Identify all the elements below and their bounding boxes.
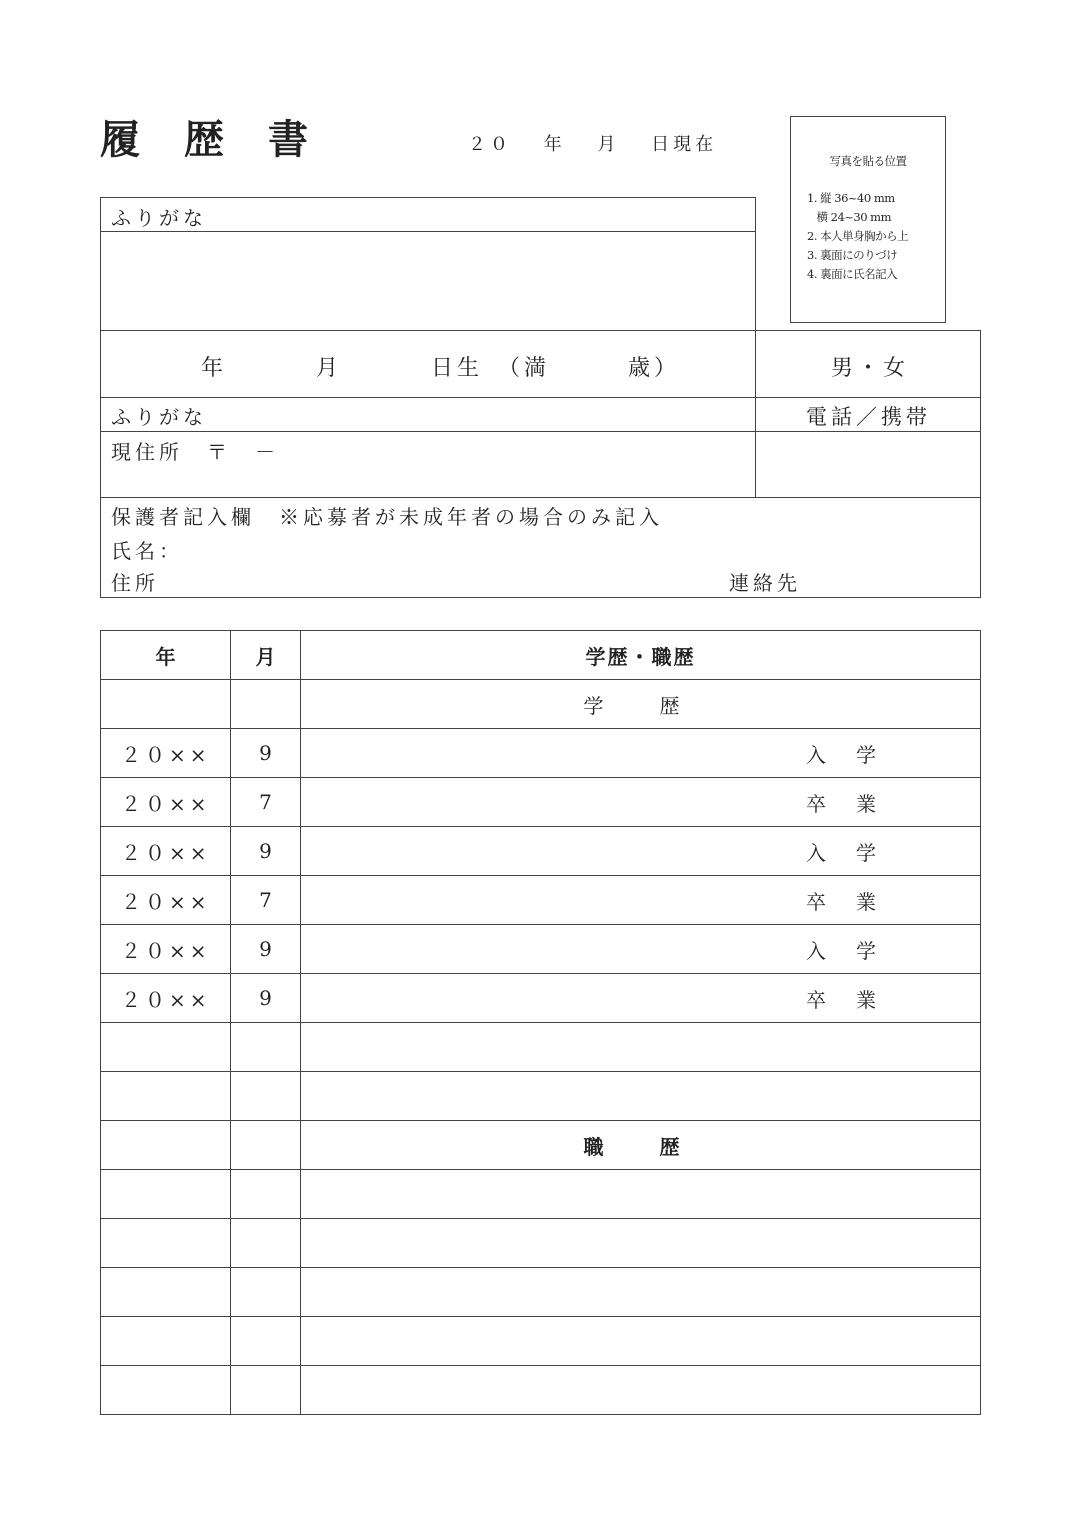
table-row: [101, 1219, 981, 1268]
year-cell[interactable]: [101, 1023, 231, 1072]
month-cell[interactable]: [231, 1023, 301, 1072]
month-cell[interactable]: [231, 1219, 301, 1268]
month-cell[interactable]: [231, 1121, 301, 1170]
year-cell[interactable]: [101, 1219, 231, 1268]
table-row: [101, 1121, 981, 1170]
desc-cell[interactable]: 卒業: [301, 876, 981, 925]
desc-cell[interactable]: 入学: [301, 925, 981, 974]
desc-cell[interactable]: [301, 1023, 981, 1072]
year-cell[interactable]: ２０××: [101, 827, 231, 876]
year-cell[interactable]: [101, 1366, 231, 1415]
photo-line: 3. 裏面にのりづけ: [807, 248, 898, 262]
table-header-row: [101, 631, 981, 680]
month-cell[interactable]: 9: [231, 729, 301, 778]
name-field[interactable]: [100, 231, 756, 331]
work-heading: 職 歴: [301, 1121, 981, 1170]
table-row: [101, 1317, 981, 1366]
phone-field[interactable]: [757, 432, 980, 498]
address-field[interactable]: 現住所 〒 －: [111, 440, 279, 464]
table-row: [101, 1268, 981, 1317]
guardian-address-field[interactable]: 住所: [111, 571, 159, 595]
year-cell[interactable]: [101, 680, 231, 729]
month-cell[interactable]: [231, 680, 301, 729]
gender-field[interactable]: 男・女: [831, 356, 910, 381]
table-row: [101, 1170, 981, 1219]
birth-date-field[interactable]: 年 月 日生 （満 歳）: [201, 356, 680, 381]
month-cell[interactable]: 7: [231, 876, 301, 925]
guardian-section: [100, 497, 981, 598]
birth-row: [100, 330, 981, 398]
furigana-field[interactable]: [100, 197, 756, 232]
header-month: 月: [231, 631, 301, 680]
photo-heading: 写真を貼る位置: [829, 154, 907, 168]
furigana-label: ふりがな: [111, 206, 207, 230]
photo-line: 4. 裏面に氏名記入: [807, 267, 898, 281]
month-cell[interactable]: [231, 1366, 301, 1415]
table-row: [101, 778, 981, 827]
photo-line: 2. 本人単身胸から上: [807, 229, 909, 243]
address-row: [100, 431, 981, 498]
date-line: ２０ 年 月 日現在: [468, 134, 718, 155]
year-cell[interactable]: [101, 1121, 231, 1170]
month-cell[interactable]: [231, 1268, 301, 1317]
desc-cell[interactable]: 入学: [301, 729, 981, 778]
table-row: [101, 680, 981, 729]
table-row: [101, 974, 981, 1023]
table-row: [101, 1023, 981, 1072]
month-cell[interactable]: 9: [231, 974, 301, 1023]
table-row: [101, 827, 981, 876]
month-cell[interactable]: 9: [231, 925, 301, 974]
year-cell[interactable]: ２０××: [101, 974, 231, 1023]
year-cell[interactable]: ２０××: [101, 729, 231, 778]
year-cell[interactable]: [101, 1268, 231, 1317]
photo-area: [790, 116, 946, 323]
desc-cell[interactable]: [301, 1170, 981, 1219]
address-furigana-label: ふりがな: [111, 405, 207, 429]
desc-cell[interactable]: 卒業: [301, 778, 981, 827]
table-row: [101, 1366, 981, 1415]
month-cell[interactable]: [231, 1317, 301, 1366]
guardian-heading: 保護者記入欄 ※応募者が未成年者の場合のみ記入: [111, 505, 663, 529]
desc-cell[interactable]: 入学: [301, 827, 981, 876]
document-title: 履歴書: [100, 116, 352, 163]
desc-cell[interactable]: [301, 1317, 981, 1366]
table-row: [101, 876, 981, 925]
header-history: 学歴・職歴: [301, 631, 981, 680]
guardian-name-field[interactable]: 氏名：: [111, 539, 183, 563]
history-table: [100, 630, 981, 1415]
photo-line: 横 24~30 mm: [807, 210, 891, 224]
education-heading: 学 歴: [301, 680, 981, 729]
phone-label: 電話／携帯: [806, 405, 931, 429]
desc-cell[interactable]: [301, 1366, 981, 1415]
guardian-contact-field[interactable]: 連絡先: [729, 571, 801, 595]
month-cell[interactable]: 9: [231, 827, 301, 876]
table-row: [101, 925, 981, 974]
year-cell[interactable]: [101, 1170, 231, 1219]
desc-cell[interactable]: [301, 1219, 981, 1268]
address-furigana-row: [100, 397, 981, 432]
year-cell[interactable]: ２０××: [101, 925, 231, 974]
photo-line: 1. 縦 36~40 mm: [807, 191, 895, 205]
year-cell[interactable]: [101, 1317, 231, 1366]
table-row: [101, 1072, 981, 1121]
month-cell[interactable]: 7: [231, 778, 301, 827]
year-cell[interactable]: ２０××: [101, 876, 231, 925]
header-year: 年: [101, 631, 231, 680]
year-cell[interactable]: ２０××: [101, 778, 231, 827]
table-row: [101, 729, 981, 778]
month-cell[interactable]: [231, 1170, 301, 1219]
desc-cell[interactable]: 卒業: [301, 974, 981, 1023]
desc-cell[interactable]: [301, 1072, 981, 1121]
desc-cell[interactable]: [301, 1268, 981, 1317]
month-cell[interactable]: [231, 1072, 301, 1121]
year-cell[interactable]: [101, 1072, 231, 1121]
